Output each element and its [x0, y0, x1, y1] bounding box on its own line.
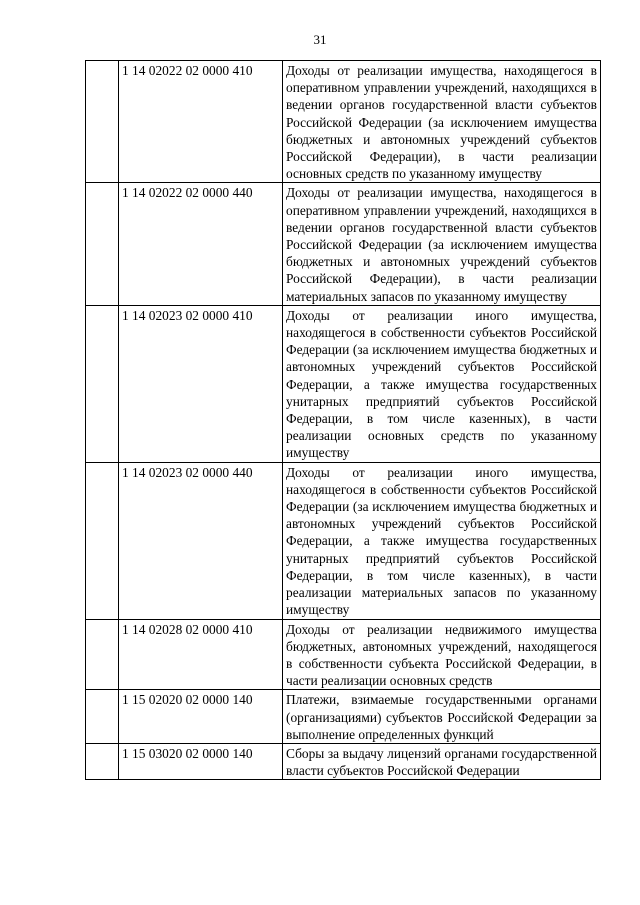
budget-code-cell: 1 14 02028 02 0000 410: [119, 619, 283, 690]
description-cell: Платежи, взимаемые государственными органами (организациями) субъектов Российской Федерации за выполнение определенных функций: [283, 690, 601, 744]
description-cell: Доходы от реализации недвижимого имущества бюджетных, автономных учреждений, находящегося в собственности субъекта Российской Федерации, в части реализации основных средств: [283, 619, 601, 690]
budget-code-cell: 1 14 02023 02 0000 440: [119, 462, 283, 619]
table-row: [86, 305, 601, 462]
admin-code-cell: [86, 61, 119, 183]
table-row: [86, 462, 601, 619]
page-number: 31: [313, 32, 327, 47]
table-row: [86, 619, 601, 690]
description-cell: Доходы от реализации иного имущества, находящегося в собственности субъектов Российской Федерации (за исключением имущества бюджетных и автономных учреждений субъектов Российской Федерации, а также имущества государственных унитарных предприятий субъектов Российской Федерации, в том числе казенных), в части реализации материальных запасов по указанному имуществу: [283, 462, 601, 619]
table-row: [86, 743, 601, 779]
revenue-codes-table: [85, 60, 601, 780]
admin-code-cell: [86, 462, 119, 619]
description-cell: Доходы от реализации имущества, находящегося в оперативном управлении учреждений, находящихся в ведении органов государственной власти субъектов Российской Федерации (за исключением имущества бюджетных и автономных учреждений субъектов Российской Федерации), в части реализации материальных запасов по указанному имуществу: [283, 183, 601, 305]
admin-code-cell: [86, 743, 119, 779]
budget-code-cell: 1 14 02022 02 0000 410: [119, 61, 283, 183]
admin-code-cell: [86, 619, 119, 690]
budget-code-cell: 1 15 03020 02 0000 140: [119, 743, 283, 779]
description-cell: Доходы от реализации иного имущества, находящегося в собственности субъектов Российской Федерации (за исключением имущества бюджетных и автономных учреждений субъектов Российской Федерации, а также имущества государственных унитарных предприятий субъектов Российской Федерации, в том числе казенных), в части реализации основных средств по указанному имуществу: [283, 305, 601, 462]
admin-code-cell: [86, 305, 119, 462]
table-row: [86, 690, 601, 744]
budget-code-cell: 1 14 02023 02 0000 410: [119, 305, 283, 462]
description-cell: Сборы за выдачу лицензий органами государственной власти субъектов Российской Федерации: [283, 743, 601, 779]
admin-code-cell: [86, 183, 119, 305]
table-row: [86, 183, 601, 305]
description-cell: Доходы от реализации имущества, находящегося в оперативном управлении учреждений, находящихся в ведении органов государственной власти субъектов Российской Федерации (за исключением имущества бюджетных и автономных учреждений субъектов Российской Федерации), в части реализации основных средств по указанному имуществу: [283, 61, 601, 183]
admin-code-cell: [86, 690, 119, 744]
budget-code-cell: 1 14 02022 02 0000 440: [119, 183, 283, 305]
budget-code-cell: 1 15 02020 02 0000 140: [119, 690, 283, 744]
table-row: [86, 61, 601, 183]
